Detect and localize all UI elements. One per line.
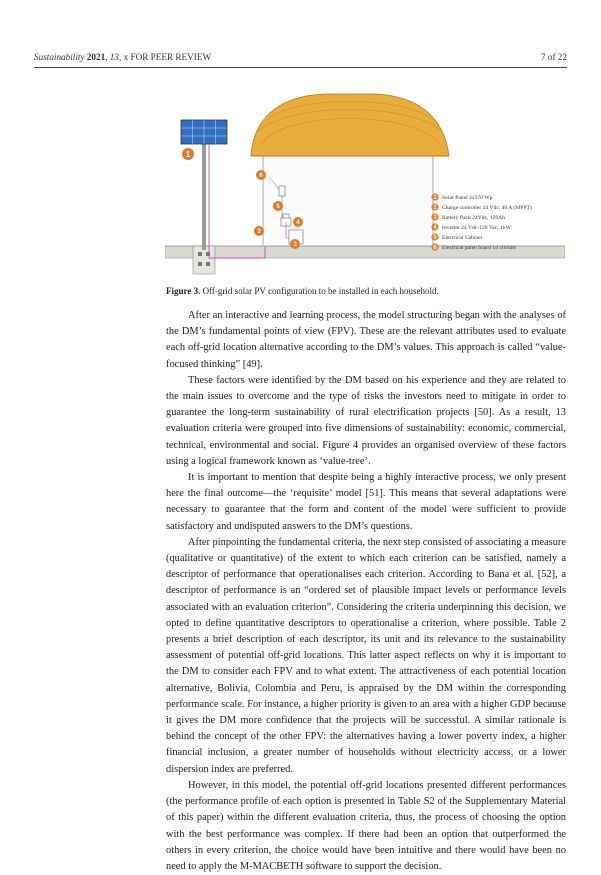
svg-text:Inverter 24 Vdc-120 Vac, 1kW: Inverter 24 Vdc-120 Vac, 1kW — [442, 225, 511, 231]
solar-pole — [202, 140, 206, 250]
svg-text:3: 3 — [433, 215, 437, 222]
figure-caption-text: Off-grid solar PV configuration to be installed in each household. — [200, 286, 439, 296]
svg-text:4: 4 — [296, 220, 300, 227]
figure-caption-label: Figure 3. — [166, 286, 201, 296]
journal-name: Sustainability — [34, 52, 85, 62]
dc-cable — [209, 144, 265, 258]
figure-legend — [431, 193, 531, 251]
figure-solar-pv-diagram — [165, 92, 565, 280]
svg-text:Solar Panel 2x370 Wp: Solar Panel 2x370 Wp — [442, 195, 493, 201]
journal-citation: Sustainability 2021, 13, x FOR PEER REVIEW — [34, 52, 212, 62]
paragraph: However, in this model, the potential off-grid locations presented different performances (the performance profile of each option is presented in Table S2 of the Supplementary Material of this paper) within the different evaluation criteria, thus, the process of choosing the option with the best performance was complex. If there had been an option that outperformed the others in every criterion, the choice would have been intuitive and there would have been no need to apply the M-MACBETH software to support the decision. — [166, 779, 566, 872]
svg-text:Battery Pack 24Vdc, 120Ah: Battery Pack 24Vdc, 120Ah — [442, 215, 506, 221]
legend-item-3 — [431, 213, 505, 221]
solar-house-illustration — [165, 92, 565, 280]
svg-text:6: 6 — [259, 173, 263, 180]
paragraph: After an interactive and learning process, the model structuring began with the analyses of the DM’s fundamental points of view (FPV). These are the relevant attributes used to evaluate each off-grid location alternative according to the DM’s values. This approach is called “value-focused thinking” [49]. — [166, 310, 566, 370]
body-text — [166, 308, 566, 875]
marker-5 — [273, 201, 283, 211]
svg-text:4: 4 — [433, 225, 437, 232]
legend-item-1 — [431, 193, 492, 201]
marker-4 — [293, 217, 303, 227]
figure-caption — [166, 286, 566, 296]
marker-6 — [256, 170, 266, 180]
marker-3 — [290, 239, 300, 249]
thatched-roof — [251, 94, 449, 156]
svg-text:1: 1 — [433, 195, 437, 202]
svg-text:5: 5 — [276, 204, 280, 211]
svg-text:3: 3 — [293, 242, 297, 249]
svg-text:Electrical Cabinet: Electrical Cabinet — [442, 235, 483, 241]
legend-item-2 — [431, 203, 531, 211]
journal-volume: 13 — [109, 52, 119, 62]
svg-text:6: 6 — [433, 245, 437, 252]
svg-text:1: 1 — [185, 150, 191, 159]
solar-panel — [181, 120, 227, 144]
legend-item-5 — [431, 233, 482, 241]
page-number: 7 of 22 — [540, 52, 567, 62]
legend-item-6 — [431, 243, 516, 251]
journal-suffix: , x FOR PEER REVIEW — [118, 52, 212, 62]
journal-year: 2021 — [86, 52, 106, 62]
svg-text:5: 5 — [433, 235, 437, 242]
pole-foundation — [193, 246, 215, 274]
marker-1 — [182, 148, 194, 160]
paragraph: It is important to mention that despite being a highly interactive process, we only present here the final outcome—the ‘requisite’ model [51]. This means that several adaptations were necessary to guarantee that the form and content of the model were sufficient to provide satisfactory and undisputed answers to the DM’s questions. — [166, 472, 566, 532]
page-header — [34, 47, 567, 68]
svg-text:2: 2 — [433, 205, 437, 212]
paragraph: These factors were identified by the DM based on his experience and they are related to the main issues to overcome and the type of risks the investors need to mitigate in order to guarantee the long-term sustainability of rural electrification projects [50]. As a result, 13 evaluation criteria were grouped into five dimensions of sustainability: economic, commercial, technical, environmental and social. Figure 4 provides an organised overview of these factors using a logical framework known as ‘value-tree’. — [166, 374, 566, 467]
house-walls — [263, 148, 433, 249]
svg-text:2: 2 — [257, 229, 261, 236]
legend-item-4 — [431, 223, 511, 231]
svg-text:Electrical panel board x4 circ: Electrical panel board x4 circuits — [442, 245, 516, 251]
svg-text:Charge controller 24 Vdc, 40 A: Charge controller 24 Vdc, 40 A (MPPT) — [442, 205, 532, 211]
marker-2 — [254, 226, 264, 236]
paragraph: After pinpointing the fundamental criteria, the next step consisted of associating a measure (qualitative or quantitative) of the extent to which each criterion can be satisfied, namely a descriptor of performance that operationalises each criterion. According to Bana et al. [52], a descriptor of performance is an “ordered set of plausible impact levels or performance levels associated with an evaluation criterion”. Considering the criteria underpinning this decision, we opted to define quantitative descriptors to operationalise a criterion, where possible. Table 2 presents a brief description of each descriptor, its unit and its relevance to the sustainability assessment of potential off-grid locations. This latter aspect reflects on why it is important to the DM to consider each FPV and to what extent. The attractiveness of each potential location alternative, Bolivia, Colombia and Peru, is appraised by the DM within the corresponding performance scale. For instance, a higher priority is given to an area with a higher GDP because it gives the DM more confidence that the projects will be successful. A similar rationale is behind the concept of the other FPV: the alternatives having a lower poverty index, a higher financial inclusion, a greater number of households without electricity access, or a lower dispersion index are preferred. — [166, 536, 566, 775]
